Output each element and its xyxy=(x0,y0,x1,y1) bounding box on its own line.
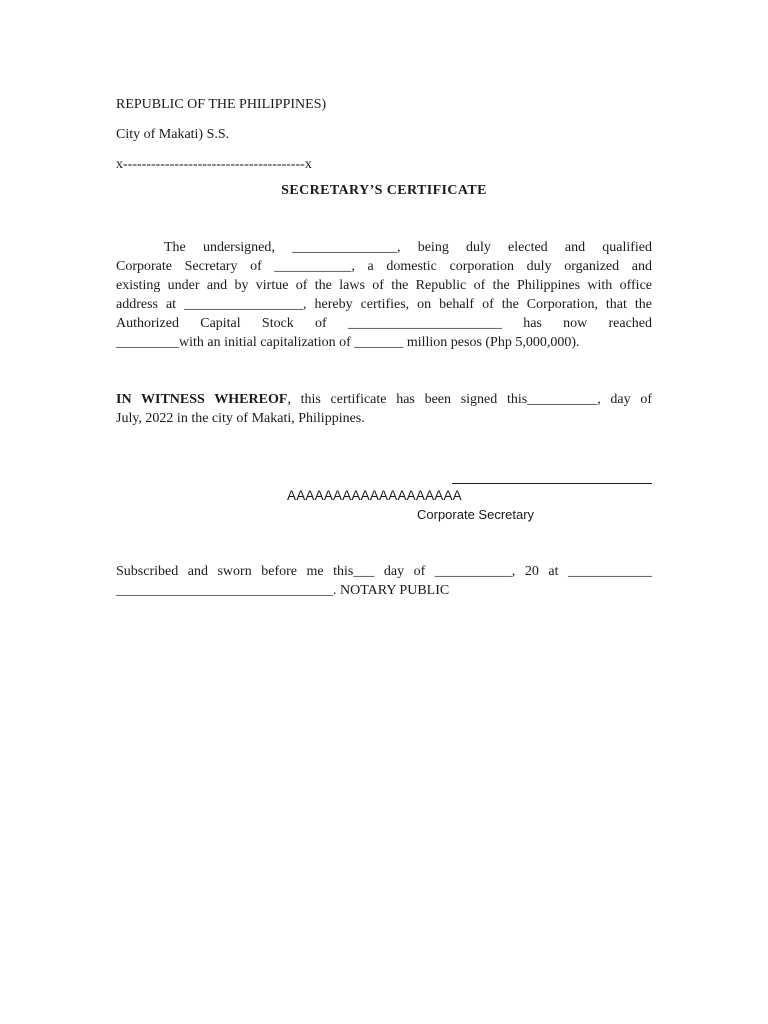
certification-line: address at _________________, hereby certifies, on behalf of the Corporation, that the xyxy=(116,297,652,312)
signatory-name: AAAAAAAAAAAAAAAAAAA xyxy=(287,488,462,503)
signature-line xyxy=(452,483,652,484)
certification-line: Authorized Capital Stock of ______________________ has now reached xyxy=(116,316,652,331)
witness-line: July, 2022 in the city of Makati, Philippines. xyxy=(116,411,365,426)
document-title: SECRETARY’S CERTIFICATE xyxy=(281,183,487,198)
venue-city: City of Makati) S.S. xyxy=(116,127,230,142)
venue-separator: x---------------------------------------x xyxy=(116,157,312,172)
certification-line: Corporate Secretary of ___________, a domestic corporation duly organized and xyxy=(116,259,652,274)
certification-paragraph xyxy=(116,238,652,352)
venue-republic: REPUBLIC OF THE PHILIPPINES) xyxy=(116,97,327,112)
jurat-line: Subscribed and sworn before me this___ day of ___________, 20 at ____________ xyxy=(116,564,652,579)
witness-text: , this certificate has been signed this__________, day of xyxy=(287,392,652,407)
certification-line: existing under and by virtue of the laws of the Republic of the Philippines with office xyxy=(116,278,652,293)
witness-lead: IN WITNESS WHEREOF xyxy=(116,392,288,407)
witness-line xyxy=(116,390,652,409)
witness-paragraph xyxy=(116,390,652,428)
jurat-paragraph xyxy=(116,562,652,600)
jurat-line: _______________________________. NOTARY PUBLIC xyxy=(116,583,450,598)
certification-line: The undersigned, _______________, being duly elected and qualified xyxy=(164,240,652,255)
signatory-title: Corporate Secretary xyxy=(417,507,535,522)
certification-line: _________with an initial capitalization of _______ million pesos (Php 5,000,000). xyxy=(116,335,580,350)
